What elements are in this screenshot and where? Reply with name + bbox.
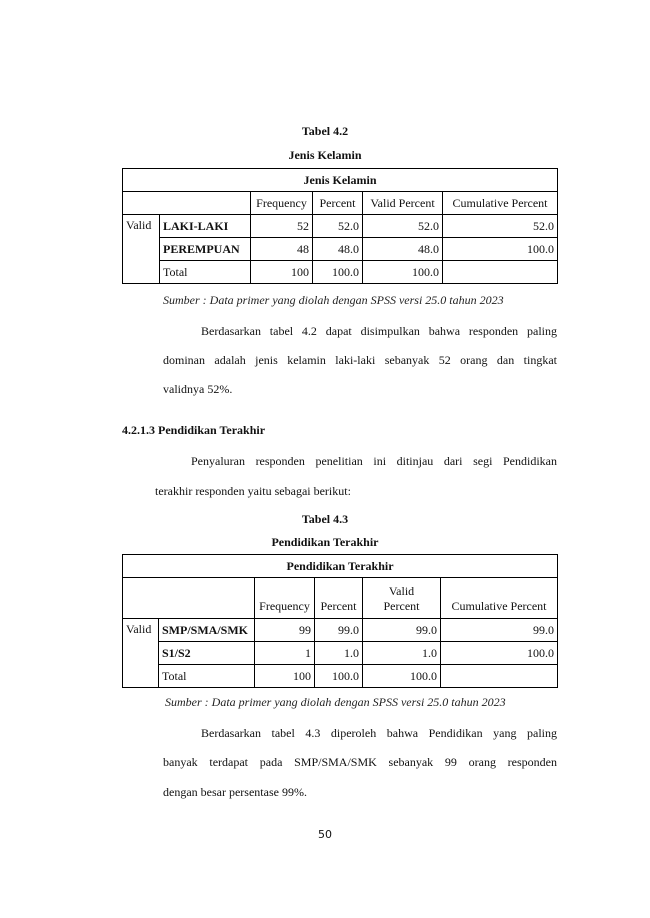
cell-valid-percent: 100.0	[363, 261, 443, 284]
cell-frequency: 1	[255, 642, 315, 665]
cell-valid-percent: 48.0	[363, 238, 443, 261]
table-jenis-kelamin	[122, 168, 558, 284]
table-4-3-source: Sumber : Data primer yang diolah dengan SPSS versi 25.0 tahun 2023	[165, 695, 506, 709]
row-label: LAKI-LAKI	[160, 215, 251, 238]
row-label: PEREMPUAN	[160, 238, 251, 261]
cell-cumulative-percent	[441, 665, 558, 688]
header-cumulative-percent: Cumulative Percent	[443, 192, 558, 215]
table-row	[123, 261, 558, 284]
cell-percent: 52.0	[313, 215, 363, 238]
paragraph-line: Penyaluran responden penelitian ini ditinjau dari segi Pendidikan	[191, 454, 557, 468]
header-frequency: Frequency	[255, 578, 315, 619]
cell-percent: 100.0	[315, 665, 363, 688]
group-valid: Valid	[123, 215, 160, 284]
section-heading: 4.2.1.3 Pendidikan Terakhir	[122, 423, 266, 437]
table-4-3-label: Tabel 4.3	[301, 512, 349, 526]
header-valid-line2: Percent	[383, 599, 420, 613]
cell-frequency: 48	[251, 238, 313, 261]
paragraph-line: banyak terdapat pada SMP/SMA/SMK sebanyak 99 orang responden	[163, 755, 557, 769]
row-label: Total	[160, 261, 251, 284]
paragraph-line: dominan adalah jenis kelamin laki-laki sebanyak 52 orang dan tingkat	[163, 353, 557, 367]
cell-valid-percent: 100.0	[363, 665, 441, 688]
cell-frequency: 100	[255, 665, 315, 688]
table-title: Jenis Kelamin	[123, 169, 558, 192]
table-row	[123, 215, 558, 238]
cell-cumulative-percent	[443, 261, 558, 284]
page-number: 50	[318, 828, 332, 841]
cell-percent: 99.0	[315, 619, 363, 642]
cell-valid-percent: 52.0	[363, 215, 443, 238]
table-4-2-caption: Jenis Kelamin	[288, 148, 362, 162]
header-cumulative-percent: Cumulative Percent	[441, 578, 558, 619]
paragraph-line: Berdasarkan tabel 4.2 dapat disimpulkan bahwa responden paling	[201, 324, 557, 338]
row-label: SMP/SMA/SMK	[159, 619, 255, 642]
cell-percent: 100.0	[313, 261, 363, 284]
cell-frequency: 100	[251, 261, 313, 284]
paragraph-line: validnya 52%.	[163, 382, 233, 396]
cell-cumulative-percent: 52.0	[443, 215, 558, 238]
header-valid-percent	[363, 578, 441, 619]
table-row	[123, 238, 558, 261]
paragraph-line: dengan besar persentase 99%.	[163, 785, 307, 799]
cell-cumulative-percent: 99.0	[441, 619, 558, 642]
group-valid: Valid	[123, 619, 159, 688]
header-frequency: Frequency	[251, 192, 313, 215]
table-row	[123, 642, 558, 665]
header-valid-line1: Valid	[388, 584, 415, 598]
cell-cumulative-percent: 100.0	[443, 238, 558, 261]
table-row	[123, 665, 558, 688]
table-4-2-source: Sumber : Data primer yang diolah dengan SPSS versi 25.0 tahun 2023	[163, 293, 504, 307]
cell-percent: 1.0	[315, 642, 363, 665]
cell-percent: 48.0	[313, 238, 363, 261]
header-percent: Percent	[315, 578, 363, 619]
table-pendidikan-terakhir	[122, 554, 558, 688]
cell-cumulative-percent: 100.0	[441, 642, 558, 665]
cell-valid-percent: 1.0	[363, 642, 441, 665]
table-row	[123, 619, 558, 642]
table-title: Pendidikan Terakhir	[123, 555, 558, 578]
cell-frequency: 52	[251, 215, 313, 238]
header-empty	[123, 578, 255, 619]
cell-frequency: 99	[255, 619, 315, 642]
header-percent: Percent	[313, 192, 363, 215]
header-valid-percent: Valid Percent	[363, 192, 443, 215]
paragraph-line: Berdasarkan tabel 4.3 diperoleh bahwa Pendidikan yang paling	[201, 726, 557, 740]
table-4-3-caption: Pendidikan Terakhir	[271, 535, 379, 549]
cell-valid-percent: 99.0	[363, 619, 441, 642]
row-label: Total	[159, 665, 255, 688]
header-empty	[123, 192, 251, 215]
paragraph-line: terakhir responden yaitu sebagai berikut:	[155, 484, 351, 498]
row-label: S1/S2	[159, 642, 255, 665]
table-4-2-label: Tabel 4.2	[301, 124, 349, 138]
